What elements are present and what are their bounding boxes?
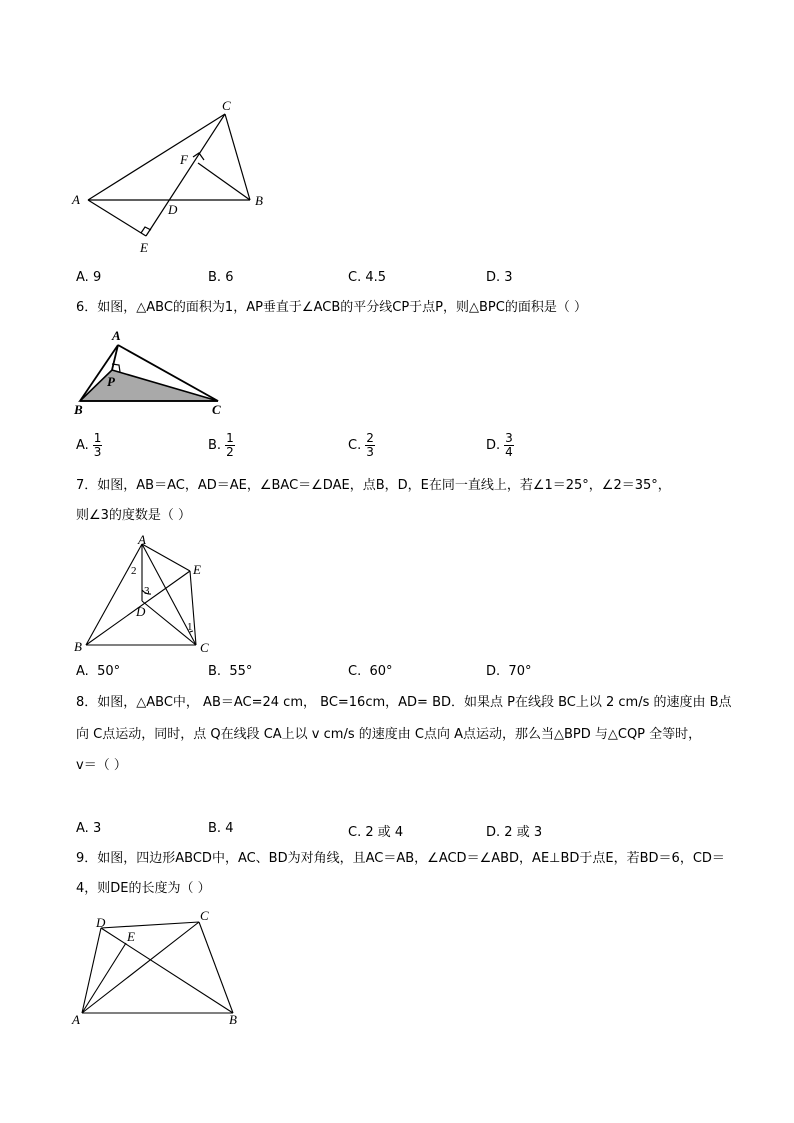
label-b: B bbox=[255, 193, 263, 208]
label-d: D bbox=[136, 604, 146, 619]
segment-cb bbox=[199, 922, 233, 1013]
q5-option-a: A. 9 bbox=[76, 270, 102, 285]
label-b: B bbox=[74, 639, 82, 654]
q8-text-line2: 向 C点运动，同时，点 Q在线段 CA上以 v cm/s 的速度由 C点向 A点运动，那么当△BPD 与△CQP 全等时， bbox=[76, 727, 702, 742]
label-angle-3: 3 bbox=[144, 585, 150, 597]
label-p: P bbox=[107, 374, 115, 389]
q5-option-b: B. 6 bbox=[208, 270, 234, 285]
q6-option-d: D. $\frac{3}{4}$ bbox=[486, 431, 513, 459]
q7-option-d: D. 70° bbox=[486, 664, 532, 679]
q7-option-a: A. 50° bbox=[76, 664, 121, 679]
label-c: C bbox=[200, 640, 209, 655]
label-e: E bbox=[140, 240, 148, 255]
label-c: C bbox=[222, 98, 231, 113]
q8-option-a: A. 3 bbox=[76, 821, 102, 836]
label-e: E bbox=[127, 929, 135, 944]
q7-option-c: C. 60° bbox=[348, 664, 393, 679]
label-d: D bbox=[96, 915, 106, 930]
segment-db bbox=[101, 928, 233, 1013]
label-a: A bbox=[112, 328, 121, 343]
q6-option-b: B. $\frac{1}{2}$ bbox=[208, 431, 234, 459]
q9-text-line2: 4，则DE的长度为（ ） bbox=[76, 881, 211, 896]
q6-option-a: A. $\frac{1}{3}$ bbox=[76, 431, 102, 459]
label-c: C bbox=[212, 402, 221, 417]
segment-dc bbox=[101, 922, 199, 928]
label-a: A bbox=[72, 1012, 80, 1027]
q7-option-b: B. 55° bbox=[208, 664, 253, 679]
q8-option-d: D. 2 或 3 bbox=[486, 825, 543, 840]
label-a: A bbox=[72, 192, 80, 207]
label-a: A bbox=[138, 532, 146, 547]
label-b: B bbox=[74, 402, 83, 417]
q6-text: 6．如图，△ABC的面积为1，AP垂直于∠ACB的平分线CP于点P，则△BPC的面积是（ ） bbox=[76, 300, 587, 315]
q8-option-b: B. 4 bbox=[208, 821, 234, 836]
q7-text-line2: 则∠3的度数是（ ） bbox=[76, 508, 192, 523]
label-d: D bbox=[168, 202, 178, 217]
q8-option-c: C. 2 或 4 bbox=[348, 825, 404, 840]
q8-text-line1: 8．如图，△ABC中， AB＝AC=24 cm， BC=16cm，AD= BD．如果点 P在线段 BC上以 2 cm/s 的速度由 B点 bbox=[76, 695, 732, 710]
label-angle-2: 2 bbox=[131, 565, 137, 577]
q5-option-c: C. 4.5 bbox=[348, 270, 387, 285]
q6-option-c: C. $\frac{2}{3}$ bbox=[348, 431, 374, 459]
label-f: F bbox=[180, 152, 188, 167]
label-e: E bbox=[193, 562, 201, 577]
q7-text-line1: 7．如图，AB＝AC，AD＝AE，∠BAC＝∠DAE，点B，D，E在同一直线上，若∠1＝25°，∠2＝35°， bbox=[76, 478, 671, 493]
label-angle-1: 1 bbox=[187, 621, 193, 633]
q9-text-line1: 9．如图，四边形ABCD中，AC、BD为对角线，且AC＝AB，∠ACD＝∠ABD，AE⊥BD于点E，若BD＝6，CD＝ bbox=[76, 851, 725, 866]
label-c: C bbox=[200, 908, 209, 923]
label-b: B bbox=[229, 1012, 237, 1027]
segment-ae bbox=[82, 943, 126, 1013]
q8-text-line3: v＝（ ） bbox=[76, 758, 127, 773]
q5-option-d: D. 3 bbox=[486, 270, 513, 285]
